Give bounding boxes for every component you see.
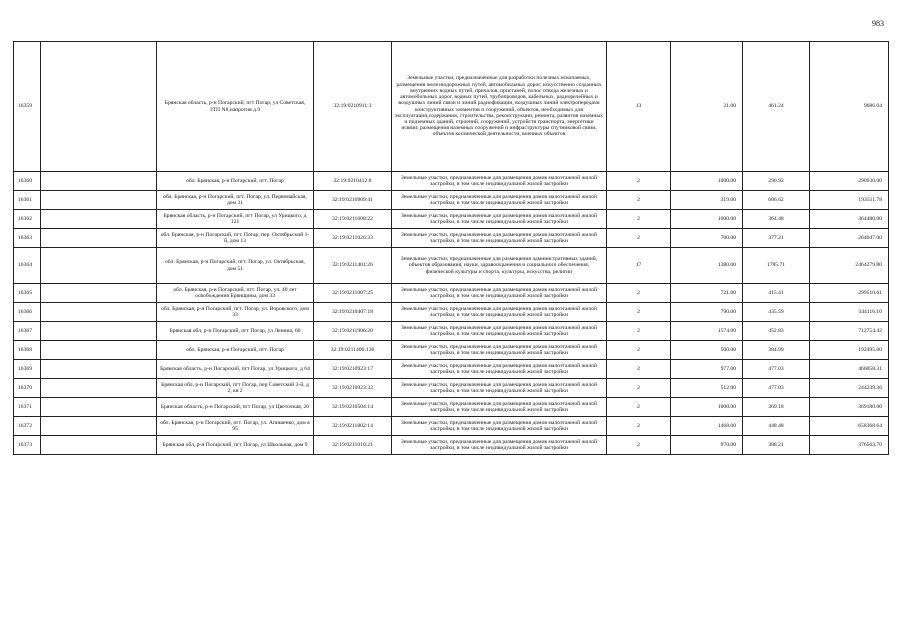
area-cell: 970.00 (671, 436, 743, 455)
address-cell: Брянская обл, р-н Погарский, пгт Погар, пер Советский 3-й, д 2, кв 2 (157, 379, 314, 398)
specific-value-cell: 477.03 (743, 379, 810, 398)
specific-value-cell: 377.21 (743, 229, 810, 248)
land-use-cell: Земельные участки, предназначенные для размещения домов малоэтажной жилой застройки, в том числе индивидуальной жилой застройки (392, 341, 607, 360)
row-number: 16359 (14, 42, 41, 172)
cadastral-number-cell: 32:19:0210909:41 (314, 191, 392, 210)
row-number: 16363 (14, 229, 41, 248)
row-number: 16365 (14, 284, 41, 303)
area-cell: 500.00 (671, 341, 743, 360)
table-row (14, 398, 889, 417)
cadastral-value-cell: 244239.36 (810, 379, 889, 398)
group-number-cell: 2 (607, 360, 671, 379)
group-number-cell: 2 (607, 341, 671, 360)
cadastral-number-cell: 32:19:0211608:22 (314, 210, 392, 229)
row-number: 16364 (14, 248, 41, 284)
cadastral-number-cell: 32:19:0211802:14 (314, 417, 392, 436)
table-row (14, 284, 889, 303)
land-use-cell: Земельные участки, предназначенные для размещения домов малоэтажной жилой застройки, в том числе индивидуальной жилой застройки (392, 398, 607, 417)
cadastral-number-cell: 32:19:0211026:33 (314, 229, 392, 248)
spacer-cell (41, 379, 157, 398)
area-cell: 1000.00 (671, 210, 743, 229)
group-number-cell: 2 (607, 398, 671, 417)
area-cell: 319.00 (671, 191, 743, 210)
page-number: 983 (872, 19, 884, 28)
land-use-cell: Земельные участки, предназначенные для размещения домов малоэтажной жилой застройки, в том числе индивидуальной жилой застройки (392, 322, 607, 341)
land-use-cell: Земельные участки, предназначенные для размещения домов малоэтажной жилой застройки, в том числе индивидуальной жилой застройки (392, 436, 607, 455)
group-number-cell: 2 (607, 284, 671, 303)
cadastral-value-cell: 344116.10 (810, 303, 889, 322)
spacer-cell (41, 248, 157, 284)
address-cell: Брянская область, р-н Погарский, пгт Погар, ул Цветочная, 26 (157, 398, 314, 417)
land-use-cell: Земельные участки, предназначенные для размещения домов малоэтажной жилой застройки, в том числе индивидуальной жилой застройки (392, 303, 607, 322)
table-row (14, 229, 889, 248)
land-use-cell: Земельные участки, предназначенные для размещения домов малоэтажной жилой застройки, в том числе индивидуальной жилой застройки (392, 191, 607, 210)
address-cell: обл. Брянская, р-н Погарский, пгт. Погар, ул. Октябрьская, дом 51 (157, 248, 314, 284)
row-number: 16360 (14, 172, 41, 191)
cadastral-number-cell: 32:19:0211007:25 (314, 284, 392, 303)
spacer-cell (41, 191, 157, 210)
cadastral-value-cell: 369180.00 (810, 398, 889, 417)
table-row (14, 42, 889, 172)
specific-value-cell: 369.18 (743, 398, 810, 417)
specific-value-cell: 388.21 (743, 436, 810, 455)
address-cell: Брянская обл, р-н Погарский, пгт Погар, ул Школьная, дом 9 (157, 436, 314, 455)
address-cell: Брянская область, р-н Погарский, пгт Погар, ул Урицкого, д 64 (157, 360, 314, 379)
spacer-cell (41, 398, 157, 417)
spacer-cell (41, 284, 157, 303)
table-row (14, 210, 889, 229)
cadastral-value-cell: 192495.00 (810, 341, 889, 360)
area-cell: 1574.00 (671, 322, 743, 341)
table-row (14, 172, 889, 191)
area-cell: 790.00 (671, 303, 743, 322)
cadastral-value-cell: 466058.31 (810, 360, 889, 379)
specific-value-cell: 435.59 (743, 303, 810, 322)
group-number-cell: 2 (607, 172, 671, 191)
cadastral-value-cell: 9686.04 (810, 42, 889, 172)
area-cell: 1380.00 (671, 248, 743, 284)
table-row (14, 417, 889, 436)
address-cell: обл. Брянская, р-н Погарский, пгт. Погар, ул. Воровского, дом 33 (157, 303, 314, 322)
area-cell: 977.00 (671, 360, 743, 379)
group-number-cell: 2 (607, 210, 671, 229)
row-number: 16371 (14, 398, 41, 417)
specific-value-cell: 477.03 (743, 360, 810, 379)
row-number: 16372 (14, 417, 41, 436)
specific-value-cell: 290.93 (743, 172, 810, 191)
land-use-cell: Земельные участки, предназначенные для размещения домов малоэтажной жилой застройки, в том числе индивидуальной жилой застройки (392, 284, 607, 303)
row-number: 16366 (14, 303, 41, 322)
address-cell: обл. Брянская, р-н Погарский, пгт. Погар, ул. Первомайская, дом 31 (157, 191, 314, 210)
land-use-cell: Земельные участки, предназначенные для размещения домов малоэтажной жилой застройки, в том числе индивидуальной жилой застройки (392, 379, 607, 398)
group-number-cell: 2 (607, 436, 671, 455)
group-number-cell: 17 (607, 248, 671, 284)
specific-value-cell: 461.24 (743, 42, 810, 172)
cadastral-number-cell: 32:19:0211406:136 (314, 341, 392, 360)
specific-value-cell: 1785.71 (743, 248, 810, 284)
area-cell: 21.00 (671, 42, 743, 172)
area-cell: 1000.00 (671, 398, 743, 417)
cadastral-value-cell: 264047.00 (810, 229, 889, 248)
row-number: 16369 (14, 360, 41, 379)
land-use-cell: Земельные участки, предназначенные для размещения домов малоэтажной жилой застройки, в том числе индивидуальной жилой застройки (392, 417, 607, 436)
cadastral-value-cell: 712754.42 (810, 322, 889, 341)
spacer-cell (41, 42, 157, 172)
group-number-cell: 2 (607, 303, 671, 322)
specific-value-cell: 415.41 (743, 284, 810, 303)
row-number: 16367 (14, 322, 41, 341)
cadastral-value-cell: 2464279.80 (810, 248, 889, 284)
area-cell: 1468.00 (671, 417, 743, 436)
address-cell: Брянская область, р-н Погарский, пгт Погар, ул Советская, ЗТП N8,напротив д.9 (157, 42, 314, 172)
table-row (14, 248, 889, 284)
spacer-cell (41, 303, 157, 322)
specific-value-cell: 364.48 (743, 210, 810, 229)
spacer-cell (41, 229, 157, 248)
area-cell: 700.00 (671, 229, 743, 248)
area-cell: 721.00 (671, 284, 743, 303)
table-row (14, 436, 889, 455)
specific-value-cell: 384.99 (743, 341, 810, 360)
cadastral-value-table (13, 41, 889, 455)
address-cell: обл. Брянская, р-н Погарский, пгт. Погар (157, 341, 314, 360)
group-number-cell: 13 (607, 42, 671, 172)
cadastral-value-cell: 376563.70 (810, 436, 889, 455)
table-row (14, 341, 889, 360)
address-cell: обл. Брянская, р-н Погарский, пгт. Погар, ул. Апишенко, дом я 95 (157, 417, 314, 436)
group-number-cell: 2 (607, 417, 671, 436)
table-row (14, 360, 889, 379)
row-number: 16368 (14, 341, 41, 360)
spacer-cell (41, 322, 157, 341)
cadastral-number-cell: 32:19:0210407:18 (314, 303, 392, 322)
row-number: 16370 (14, 379, 41, 398)
table-body (14, 42, 889, 455)
spacer-cell (41, 417, 157, 436)
cadastral-value-cell: 290930.00 (810, 172, 889, 191)
specific-value-cell: 606.62 (743, 191, 810, 210)
group-number-cell: 2 (607, 229, 671, 248)
cadastral-number-cell: 32:19:0211906:20 (314, 322, 392, 341)
address-cell: обл. Брянская, р-н Погарский, пгт. Погар, ул. 40 лет освобождения Брянщины, дом 33 (157, 284, 314, 303)
address-cell: обл. Брянская, р-н Погарский, пгт. Погар, пер. Октябрьский 1-й, дом 13 (157, 229, 314, 248)
land-use-cell: Земельные участки, предназначенные для разработки полезных ископаемых, размещения железнодорожных путей, автомобильных дорог, искусственно созданных внутренних водных путей, причалов, пристаней, полос отвода железных и автомобильных дорог, водных путей, трубопроводов, кабельных, радиорелейных и воздушных линий связи и линий радиофикации, воздушных линий электропередачи конструктивных элементов и сооружений, объектов, необходимых для эксплуатации,содержания, строительства, реконструкции, ремонта, развития наземных и подземных зданий, строений, сооружений, устройств транспорта, энергетики исвязи; размещения наземных сооружений и инфраструктуры спутниковой связи, объектов космической деятельности, военных объектов (392, 42, 607, 172)
cadastral-number-cell: 32:19:0211010:21 (314, 436, 392, 455)
cadastral-number-cell: 32:19:0211401:26 (314, 248, 392, 284)
spacer-cell (41, 360, 157, 379)
specific-value-cell: 448.48 (743, 417, 810, 436)
group-number-cell: 2 (607, 379, 671, 398)
specific-value-cell: 452.83 (743, 322, 810, 341)
land-use-cell: Земельные участки, предназначенные для размещения домов малоэтажной жилой застройки, в том числе индивидуальной жилой застройки (392, 229, 607, 248)
land-use-cell: Земельные участки, предназначенные для размещения домов малоэтажной жилой застройки, в том числе индивидуальной жилой застройки (392, 210, 607, 229)
spacer-cell (41, 210, 157, 229)
spacer-cell (41, 341, 157, 360)
table-row (14, 379, 889, 398)
spacer-cell (41, 172, 157, 191)
cadastral-number-cell: 32:19:0210911:3 (314, 42, 392, 172)
cadastral-value-cell: 299510.61 (810, 284, 889, 303)
cadastral-number-cell: 32:19:0210412:8 (314, 172, 392, 191)
address-cell: Брянская обл, р-н Погарский, пгт Погар, ул Ленина, 60 (157, 322, 314, 341)
row-number: 16362 (14, 210, 41, 229)
spacer-cell (41, 436, 157, 455)
group-number-cell: 2 (607, 191, 671, 210)
address-cell: обл. Брянская, р-н Погарский, пгт. Погар (157, 172, 314, 191)
address-cell: Брянская область, р-н Погарский, пгт Погар, ул Урицкого, д 121 (157, 210, 314, 229)
row-number: 16361 (14, 191, 41, 210)
cadastral-number-cell: 32:19:0210923:32 (314, 379, 392, 398)
area-cell: 1000.00 (671, 172, 743, 191)
land-use-cell: Земельные участки, предназначенные для размещения домов малоэтажной жилой застройки, в том числе индивидуальной жилой застройки (392, 172, 607, 191)
table-row (14, 191, 889, 210)
cadastral-number-cell: 32:19:0210504:14 (314, 398, 392, 417)
land-use-cell: Земельные участки, предназначенные для размещения домов малоэтажной жилой застройки, в том числе индивидуальной жилой застройки (392, 360, 607, 379)
cadastral-number-cell: 32:19:0210923:17 (314, 360, 392, 379)
area-cell: 512.00 (671, 379, 743, 398)
table-row (14, 303, 889, 322)
group-number-cell: 2 (607, 322, 671, 341)
cadastral-value-cell: 193511.78 (810, 191, 889, 210)
table-row (14, 322, 889, 341)
cadastral-value-cell: 658368.64 (810, 417, 889, 436)
cadastral-value-cell: 364480.00 (810, 210, 889, 229)
row-number: 16373 (14, 436, 41, 455)
land-use-cell: Земельные участки, предназначенные для размещения административных зданий, объектов образования, науки, здравоохранения и социального обеспечения, физической культуры и спорта, культуры, искусства, религии (392, 248, 607, 284)
